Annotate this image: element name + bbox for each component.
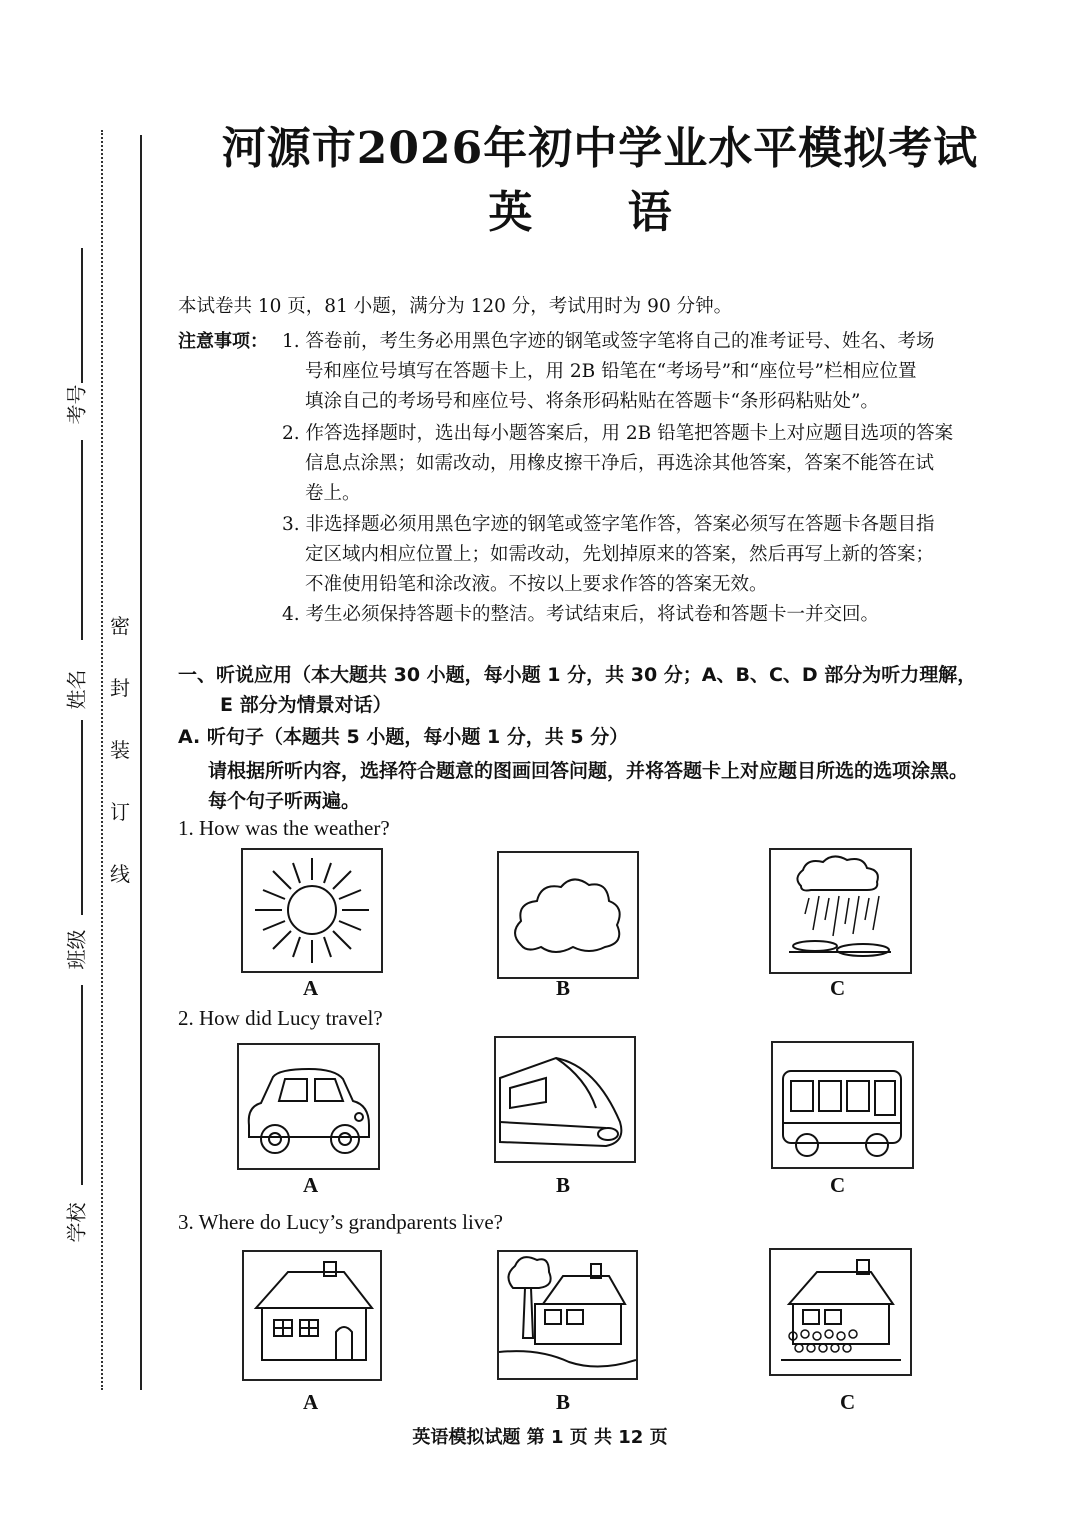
option-2b-box[interactable] bbox=[494, 1036, 636, 1163]
note-line: 卷上。 bbox=[305, 483, 361, 504]
binding-solid-line bbox=[140, 135, 142, 1390]
house-with-flowers-icon bbox=[771, 1250, 910, 1374]
note-line: 不准使用铅笔和涂改液。不按以上要求作答的答案无效。 bbox=[305, 574, 768, 595]
note-line: 号和座位号填写在答题卡上，用 2B 铅笔在“考场号”和“座位号”栏相应位置 bbox=[305, 361, 917, 382]
class-underline bbox=[81, 720, 83, 915]
question-2: 2. How did Lucy travel? bbox=[178, 1006, 383, 1030]
option-1a-box[interactable] bbox=[241, 848, 383, 973]
seal-char: 线 bbox=[110, 862, 130, 886]
name-label: 姓名 bbox=[64, 669, 89, 710]
option-label: A bbox=[303, 1390, 319, 1414]
option-3a-box[interactable] bbox=[242, 1250, 382, 1381]
school-label: 学校 bbox=[64, 1202, 89, 1243]
exam-intro: 本试卷共 10 页，81 小题，满分为 120 分，考试用时为 90 分钟。 bbox=[178, 296, 733, 317]
exam-number-label: 考号 bbox=[64, 384, 89, 425]
part-a-heading: A. 听句子（本题共 5 小题，每小题 1 分，共 5 分） bbox=[178, 726, 629, 748]
option-label: A bbox=[303, 976, 319, 1000]
seal-char: 订 bbox=[110, 800, 130, 824]
option-2c-box[interactable] bbox=[771, 1041, 914, 1169]
name-underline bbox=[81, 440, 83, 640]
house-icon bbox=[244, 1252, 380, 1379]
section-one-heading-cont: E 部分为情景对话） bbox=[220, 694, 392, 716]
note-line: 4. 考生必须保持答题卡的整洁。考试结束后，将试卷和答题卡一并交回。 bbox=[282, 604, 880, 625]
class-label: 班级 bbox=[64, 929, 89, 970]
cloud-icon bbox=[499, 853, 637, 977]
part-a-instruction: 请根据所听内容，选择符合题意的图画回答问题，并将答题卡上对应题目所选的选项涂黑。 bbox=[208, 760, 969, 782]
note-line: 2. 作答选择题时，选出每小题答案后，用 2B 铅笔把答题卡上对应题目选项的答案 bbox=[282, 423, 954, 444]
page-footer: 英语模拟试题 第 1 页 共 12 页 bbox=[412, 1427, 668, 1448]
note-line: 定区域内相应位置上；如需改动，先划掉原来的答案，然后再写上新的答案； bbox=[305, 544, 935, 565]
exam-number-underline bbox=[81, 248, 83, 383]
house-with-tree-icon bbox=[499, 1252, 636, 1378]
note-line: 填涂自己的考场号和座位号、将条形码粘贴在答题卡“条形码粘贴处”。 bbox=[305, 391, 879, 412]
train-icon bbox=[496, 1038, 634, 1161]
bus-icon bbox=[773, 1043, 912, 1167]
section-one-heading: 一、听说应用（本大题共 30 小题，每小题 1 分，共 30 分；A、B、C、D 部分为听力理解， bbox=[178, 664, 977, 686]
option-label: C bbox=[830, 1173, 846, 1197]
option-label: C bbox=[840, 1390, 856, 1414]
rain-icon bbox=[771, 850, 910, 972]
sun-icon bbox=[243, 850, 381, 971]
car-icon bbox=[239, 1045, 378, 1168]
option-3c-box[interactable] bbox=[769, 1248, 912, 1376]
option-label: B bbox=[556, 1390, 571, 1414]
part-a-instruction-cont: 每个句子听两遍。 bbox=[208, 790, 361, 812]
option-label: B bbox=[556, 976, 571, 1000]
note-line: 1. 答卷前，考生务必用黑色字迹的钢笔或签字笔将自己的准考证号、姓名、考场 bbox=[282, 331, 935, 352]
option-1b-box[interactable] bbox=[497, 851, 639, 979]
subject-title: 英 语 bbox=[488, 187, 712, 238]
school-underline bbox=[81, 985, 83, 1185]
question-1: 1. How was the weather? bbox=[178, 816, 390, 840]
option-label: C bbox=[830, 976, 846, 1000]
note-line: 3. 非选择题必须用黑色字迹的钢笔或签字笔作答，答案必须写在答题卡各题目指 bbox=[282, 514, 935, 535]
question-3: 3. Where do Lucy’s grandparents live? bbox=[178, 1210, 503, 1234]
option-label: B bbox=[556, 1173, 571, 1197]
option-1c-box[interactable] bbox=[769, 848, 912, 974]
seal-char: 封 bbox=[110, 676, 130, 700]
seal-char: 装 bbox=[110, 738, 130, 762]
notes-label: 注意事项： bbox=[178, 331, 268, 352]
binding-dotted-line bbox=[101, 130, 103, 1390]
seal-char: 密 bbox=[110, 614, 130, 638]
option-label: A bbox=[303, 1173, 319, 1197]
option-3b-box[interactable] bbox=[497, 1250, 638, 1380]
option-2a-box[interactable] bbox=[237, 1043, 380, 1170]
exam-title: 河源市2026年初中学业水平模拟考试 bbox=[221, 123, 979, 174]
note-line: 信息点涂黑；如需改动，用橡皮擦干净后，再选涂其他答案，答案不能答在试 bbox=[305, 453, 935, 474]
